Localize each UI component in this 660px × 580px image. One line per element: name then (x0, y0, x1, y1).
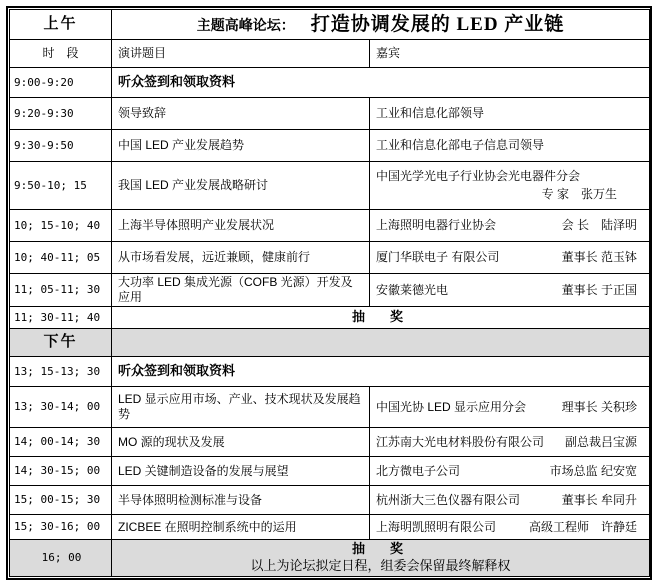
guest-company: 中国光协 LED 显示应用分会 (376, 399, 527, 414)
guest-company: 上海明凯照明有限公司 (376, 519, 497, 534)
column-header-topic: 演讲题目 (112, 40, 370, 68)
guest-person: 董事长 范玉钵 (561, 250, 638, 264)
footer-note: 以上为论坛拟定日程，组委会保留最终解释权 (250, 558, 511, 574)
guest-cell (370, 387, 650, 428)
table-row-section-pm (10, 329, 650, 357)
topic-cell: LED 关键制造设备的发展与展望 (112, 457, 370, 486)
guest-person: 高级工程师 许静廷 (529, 519, 638, 534)
column-header-guest: 嘉宾 (370, 40, 650, 68)
time-cell: 9:30-9:50 (10, 130, 112, 162)
table-row (10, 130, 650, 162)
guest-cell (370, 130, 650, 162)
topic-cell: MO 源的现状及发展 (112, 428, 370, 457)
guest-company: 安徽莱德光电 (376, 282, 449, 297)
guest-cell (370, 242, 650, 274)
time-cell: 15; 30-16; 00 (10, 515, 112, 540)
guest-cell (370, 515, 650, 540)
signin-cell: 听众签到和领取资料 (112, 357, 650, 387)
footer-lottery-label: 抽 奖 (352, 541, 410, 556)
forum-title-prefix: 主题高峰论坛： (196, 16, 295, 33)
time-cell: 14; 00-14; 30 (10, 428, 112, 457)
time-cell: 10; 15-10; 40 (10, 210, 112, 242)
guest-person: 董事长 牟同升 (561, 492, 638, 507)
guest-cell (370, 162, 650, 210)
topic-cell: 大功率 LED 集成光源（COFB 光源）开发及应用 (112, 274, 370, 307)
topic-cell: LED 显示应用市场、产业、技术现状及发展趋势 (112, 387, 370, 428)
time-cell: 9:00-9:20 (10, 68, 112, 98)
guest-company: 工业和信息化部领导 (376, 106, 485, 120)
forum-title-main: 打造协调发展的 LED 产业链 (310, 13, 565, 35)
table-row (10, 210, 650, 242)
time-cell: 9:50-10; 15 (10, 162, 112, 210)
guest-cell (370, 274, 650, 307)
table-row (10, 162, 650, 210)
table-header-row (10, 40, 650, 68)
time-cell: 11; 30-11; 40 (10, 307, 112, 329)
table-row (10, 387, 650, 428)
table-row-footer (10, 540, 650, 577)
guest-person: 副总裁吕宝源 (565, 434, 638, 449)
table-row (10, 457, 650, 486)
time-cell: 13; 15-13; 30 (10, 357, 112, 387)
lottery-cell: 抽 奖 (112, 307, 650, 329)
time-cell: 11; 05-11; 30 (10, 274, 112, 307)
time-cell: 9:20-9:30 (10, 98, 112, 130)
guest-company: 中国光学光电子行业协会光电器件分会 (376, 169, 581, 183)
session-pm-label: 下午 (10, 329, 112, 357)
guest-company: 杭州浙大三色仪器有限公司 (376, 492, 521, 507)
guest-person: 会 长 陆泽明 (561, 218, 638, 232)
guest-cell (370, 486, 650, 515)
topic-cell: 上海半导体照明产业发展状况 (112, 210, 370, 242)
schedule-table-frame (6, 6, 652, 580)
table-row (10, 274, 650, 307)
guest-company: 工业和信息化部电子信息司领导 (376, 138, 545, 152)
time-cell: 16; 00 (10, 540, 112, 577)
guest-company: 上海照明电器行业协会 (376, 218, 497, 232)
table-row (10, 486, 650, 515)
guest-person: 理事长 关积珍 (561, 399, 638, 414)
guest-cell (370, 457, 650, 486)
guest-person: 市场总监 纪安宽 (549, 463, 638, 478)
guest-company: 江苏南大光电材料股份有限公司 (376, 434, 545, 449)
topic-cell: 半导体照明检测标准与设备 (112, 486, 370, 515)
signin-cell: 听众签到和领取资料 (112, 68, 650, 98)
guest-company: 北方微电子公司 (376, 463, 461, 478)
table-row-title (10, 10, 650, 40)
session-am-label: 上午 (10, 10, 112, 40)
guest-person: 董事长 于正国 (561, 282, 638, 297)
time-cell: 14; 30-15; 00 (10, 457, 112, 486)
time-cell: 13; 30-14; 00 (10, 387, 112, 428)
forum-title-cell (112, 10, 650, 40)
topic-cell: 从市场看发展，远近兼顾，健康前行 (112, 242, 370, 274)
table-row-lottery-am (10, 307, 650, 329)
time-cell: 15; 00-15; 30 (10, 486, 112, 515)
topic-cell: 我国 LED 产业发展战略研讨 (112, 162, 370, 210)
table-row (10, 515, 650, 540)
topic-cell: 领导致辞 (112, 98, 370, 130)
guest-person: 专 家 张万生 (541, 187, 618, 201)
table-row (10, 242, 650, 274)
table-row (10, 428, 650, 457)
table-row-signin-am (10, 68, 650, 98)
forum-schedule-table (9, 9, 650, 577)
guest-cell (370, 210, 650, 242)
column-header-time: 时 段 (10, 40, 112, 68)
topic-cell: 中国 LED 产业发展趋势 (112, 130, 370, 162)
table-row (10, 98, 650, 130)
time-cell: 10; 40-11; 05 (10, 242, 112, 274)
guest-cell (370, 98, 650, 130)
guest-company: 厦门华联电子 有限公司 (376, 250, 500, 264)
section-empty-cell (112, 329, 650, 357)
table-row-signin-pm (10, 357, 650, 387)
guest-cell (370, 428, 650, 457)
footer-cell (112, 540, 650, 577)
topic-cell: ZICBEE 在照明控制系统中的运用 (112, 515, 370, 540)
